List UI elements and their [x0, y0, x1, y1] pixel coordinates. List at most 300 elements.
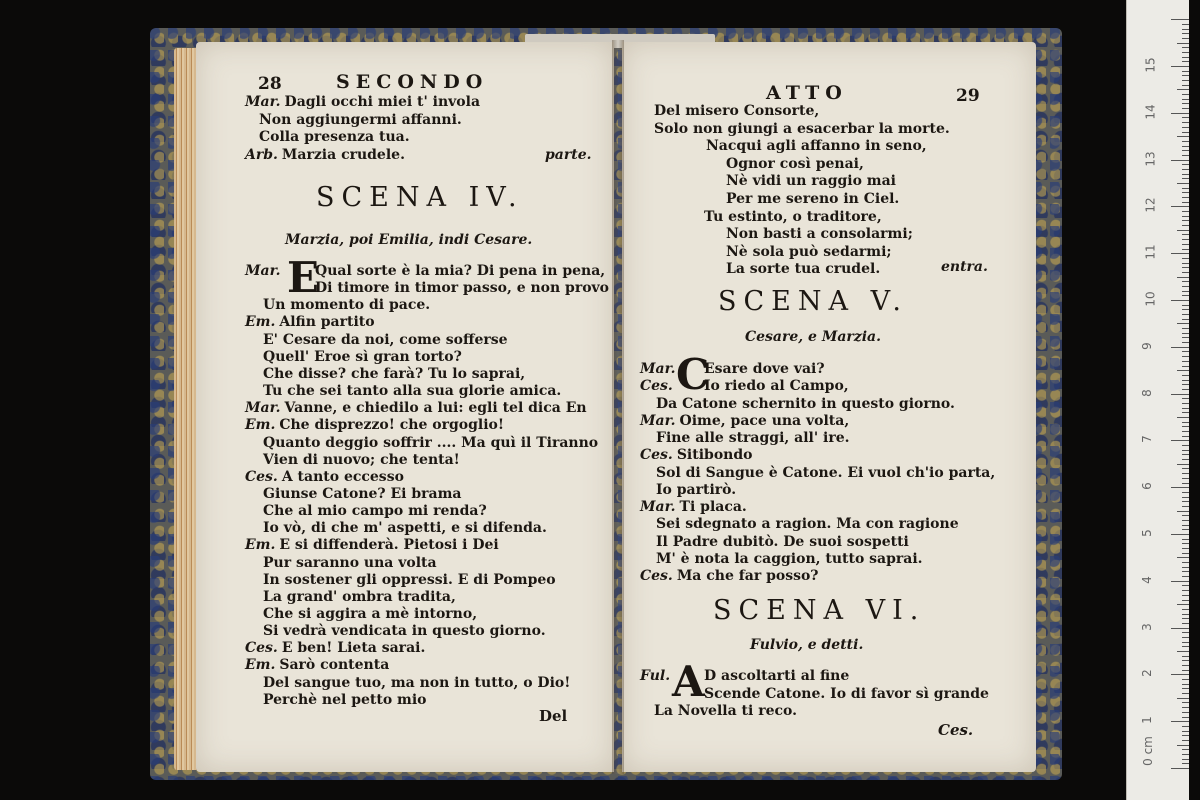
- ruler-tick: [1182, 366, 1189, 367]
- ruler-tick: [1182, 380, 1189, 381]
- ruler-label: 13: [1143, 150, 1158, 167]
- line-text: Sitibondo: [676, 447, 753, 464]
- speaker-label: Ces.: [640, 568, 673, 584]
- ruler-tick: [1182, 150, 1189, 151]
- speaker-label: Ces.: [245, 468, 278, 485]
- ruler-tick: [1182, 454, 1189, 455]
- ruler-tick: [1182, 202, 1189, 203]
- text-line: [245, 366, 525, 383]
- line-text: Nacqui agli affanno in seno,: [706, 138, 927, 155]
- text-line: [640, 413, 849, 430]
- ruler-tick: [1182, 319, 1189, 320]
- line-text: Ma che far posso?: [676, 568, 819, 584]
- text-line: [654, 138, 927, 155]
- text-line: [245, 640, 425, 657]
- ruler-tick: [1182, 688, 1189, 689]
- right-page-number: 29: [956, 86, 980, 106]
- ruler-tick: [1182, 553, 1189, 554]
- speaker-label: Em.: [245, 657, 276, 674]
- ruler-tick: [1182, 679, 1189, 680]
- ruler-tick: [1182, 497, 1189, 498]
- ruler-tick: [1177, 745, 1189, 746]
- line-text: E ben! Lieta sarai.: [281, 640, 426, 657]
- ruler-tick: [1182, 670, 1189, 671]
- ruler-tick: [1182, 216, 1189, 217]
- ruler-tick: [1171, 487, 1189, 488]
- ruler-tick: [1182, 618, 1189, 619]
- line-text: Giunse Catone? Ei brama: [263, 485, 462, 502]
- line-text: La Novella ti reco.: [654, 703, 797, 719]
- ruler-label: 8: [1139, 388, 1154, 397]
- ruler-tick: [1182, 436, 1189, 437]
- text-line: [245, 657, 389, 674]
- ruler-label: 12: [1143, 197, 1158, 214]
- text-line: [654, 173, 896, 190]
- ruler-tick: [1182, 478, 1189, 479]
- ruler-tick: [1182, 515, 1189, 516]
- ruler-tick: [1177, 651, 1189, 652]
- ruler-tick: [1177, 323, 1189, 324]
- speaker-label: Mar.: [245, 94, 281, 110]
- ruler-tick: [1182, 178, 1189, 179]
- line-text: Perchè nel petto mio: [263, 691, 427, 708]
- right-exit-word: entra.: [941, 259, 988, 275]
- text-line: [640, 516, 959, 533]
- ruler-tick: [1182, 422, 1189, 423]
- ruler-tick: [1182, 258, 1189, 259]
- speaker-label: Mar.: [640, 361, 676, 377]
- right-running-header: ATTO: [766, 82, 848, 104]
- ruler-tick: [1182, 529, 1189, 530]
- ruler-label: 11: [1143, 244, 1158, 260]
- text-line: [640, 534, 909, 551]
- page-edges: [174, 48, 198, 770]
- ruler-tick: [1182, 94, 1189, 95]
- line-text: Che al mio campo mi renda?: [263, 503, 487, 520]
- ruler-tick: [1182, 132, 1189, 133]
- line-text: Vien di nuovo; che tenta!: [263, 451, 460, 468]
- text-line: [245, 417, 504, 434]
- ruler-tick: [1182, 57, 1189, 58]
- ruler-tick: [1182, 188, 1189, 189]
- ruler-tick: [1182, 408, 1189, 409]
- ruler-label: 7: [1139, 435, 1154, 444]
- line-text: D ascoltarti al fine: [704, 668, 850, 684]
- line-text: Quell' Eroe sì gran torto?: [263, 348, 462, 365]
- ruler-tick: [1182, 309, 1189, 310]
- ruler-tick: [1182, 749, 1189, 750]
- ruler-tick: [1171, 674, 1189, 675]
- line-text: Dagli occhi miei t' invola: [284, 94, 481, 110]
- ruler-tick: [1171, 581, 1189, 582]
- ruler-tick: [1182, 726, 1189, 727]
- ruler-tick: [1182, 33, 1189, 34]
- ruler-tick: [1182, 108, 1189, 109]
- speaker-label: Em.: [245, 417, 276, 434]
- ruler-tick: [1182, 141, 1189, 142]
- scene-vi-title: SCENA VI.: [713, 595, 926, 626]
- ruler-tick: [1182, 351, 1189, 352]
- ruler-tick: [1182, 473, 1189, 474]
- line-text: Tu che sei tanto alla sua glorie amica.: [263, 383, 562, 400]
- line-text: Tu estinto, o traditore,: [704, 208, 882, 225]
- line-text: Pur saranno una volta: [263, 554, 437, 571]
- speaker-label: Em.: [245, 537, 276, 554]
- scene-v-dropcap: C: [676, 350, 710, 399]
- text-line: [245, 383, 561, 400]
- line-text: Sarò contenta: [279, 657, 390, 674]
- text-line: [654, 209, 882, 226]
- ruler-tick: [1182, 450, 1189, 451]
- text-line: [245, 349, 462, 366]
- text-line: [640, 668, 850, 685]
- left-page-number: 28: [258, 74, 282, 94]
- ruler-tick: [1182, 146, 1189, 147]
- speaker-label: Ces.: [640, 378, 673, 395]
- ruler-tick: [1171, 206, 1189, 207]
- ruler-tick: [1182, 468, 1189, 469]
- text-line: [245, 589, 456, 606]
- ruler-tick: [1182, 646, 1189, 647]
- ruler-tick: [1182, 155, 1189, 156]
- text-line: [640, 482, 736, 499]
- ruler-tick: [1182, 192, 1189, 193]
- ruler-tick: [1182, 403, 1189, 404]
- line-text: Non aggiungermi affanni.: [259, 111, 462, 128]
- ruler-tick: [1182, 117, 1189, 118]
- text-line: [245, 555, 437, 572]
- ruler-tick: [1182, 562, 1189, 563]
- line-text: In sostener gli oppressi. E di Pompeo: [263, 571, 556, 588]
- ruler-tick: [1177, 183, 1189, 184]
- ruler-tick: [1182, 431, 1189, 432]
- ruler-tick: [1182, 548, 1189, 549]
- ruler-tick: [1171, 347, 1189, 348]
- text-line: [245, 332, 508, 349]
- ruler-tick: [1182, 234, 1189, 235]
- text-line: [640, 378, 849, 395]
- line-text: Che si aggira a mè intorno,: [263, 606, 478, 622]
- line-text: Si vedrà vendicata in questo giorno.: [263, 623, 546, 640]
- text-line: [245, 112, 462, 129]
- ruler-tick: [1182, 660, 1189, 661]
- line-text: Che disprezzo! che orgoglio!: [279, 417, 505, 434]
- speaker-label: Mar.: [245, 263, 281, 279]
- measurement-ruler: [1126, 0, 1189, 800]
- ruler-tick: [1182, 239, 1189, 240]
- ruler-tick: [1177, 43, 1189, 44]
- ruler-tick: [1182, 47, 1189, 48]
- ruler-tick: [1182, 483, 1189, 484]
- left-running-header: SECONDO: [336, 71, 489, 93]
- ruler-tick: [1182, 717, 1189, 718]
- ruler-tick: [1182, 267, 1189, 268]
- line-text: Quanto deggio soffrir .... Ma quì il Tiranno: [263, 434, 599, 451]
- ruler-tick: [1182, 225, 1189, 226]
- scene-iv-title: SCENA IV.: [316, 182, 524, 213]
- line-text: Nè vidi un raggio mai: [726, 173, 897, 190]
- ruler-tick: [1182, 249, 1189, 250]
- ruler-tick: [1177, 277, 1189, 278]
- speaker-label: Ces.: [640, 447, 673, 464]
- ruler-tick: [1182, 24, 1189, 25]
- line-text: Io riedo al Campo,: [704, 378, 849, 395]
- ruler-tick: [1182, 389, 1189, 390]
- left-exit-word: parte.: [545, 147, 592, 163]
- ruler-tick: [1182, 295, 1189, 296]
- text-line: [245, 435, 598, 452]
- ruler-label: 1: [1139, 716, 1154, 725]
- text-line: [245, 147, 405, 164]
- ruler-tick: [1171, 160, 1189, 161]
- line-text: Per me sereno in Ciel.: [726, 191, 900, 207]
- ruler-tick: [1171, 534, 1189, 535]
- line-text: Di timore in timor passo, e non provo: [315, 280, 610, 297]
- ruler-tick: [1171, 768, 1189, 769]
- text-line: [245, 623, 546, 640]
- ruler-tick: [1182, 122, 1189, 123]
- ruler-tick: [1177, 604, 1189, 605]
- ruler-tick: [1182, 197, 1189, 198]
- scene-v-characters: Cesare, e Marzia.: [745, 329, 881, 345]
- ruler-tick: [1182, 600, 1189, 601]
- ruler-tick: [1177, 230, 1189, 231]
- ruler-tick: [1182, 333, 1189, 334]
- ruler-tick: [1182, 80, 1189, 81]
- ruler-tick: [1182, 740, 1189, 741]
- speaker-label: Ces.: [245, 640, 278, 657]
- ruler-tick: [1182, 459, 1189, 460]
- scene-vi-dropcap: A: [672, 657, 705, 706]
- ruler-tick: [1182, 590, 1189, 591]
- ruler-tick: [1182, 211, 1189, 212]
- ruler-tick: [1182, 75, 1189, 76]
- ruler-tick: [1182, 220, 1189, 221]
- line-text: Non basti a consolarmi;: [726, 226, 913, 243]
- ruler-tick: [1182, 656, 1189, 657]
- ruler-tick: [1182, 71, 1189, 72]
- text-line: [654, 226, 913, 243]
- ruler-tick: [1171, 300, 1189, 301]
- line-text: Ti placa.: [679, 499, 747, 515]
- ruler-label: 6: [1139, 482, 1154, 491]
- ruler-tick: [1182, 763, 1189, 764]
- ruler-tick: [1182, 356, 1189, 357]
- ruler-label: 2: [1139, 669, 1154, 678]
- line-text: Del sangue tuo, ma non in tutto, o Dio!: [263, 674, 571, 691]
- line-text: E si diffenderà. Pietosi i Dei: [279, 537, 499, 554]
- line-text: Marzia crudele.: [281, 146, 405, 163]
- line-text: Fine alle straggi, all' ire.: [656, 430, 850, 446]
- ruler-tick: [1182, 29, 1189, 30]
- text-line: [245, 486, 461, 503]
- book-gutter: [612, 40, 624, 774]
- text-line: [640, 703, 797, 720]
- text-line: [640, 551, 923, 568]
- ruler-label: 10: [1143, 291, 1158, 307]
- ruler-tick: [1182, 164, 1189, 165]
- speaker-label: Mar.: [245, 400, 281, 417]
- ruler-tick: [1182, 712, 1189, 713]
- ruler-tick: [1182, 637, 1189, 638]
- line-text: Qual sorte è la mia? Di pena in pena,: [315, 263, 606, 279]
- ruler-tick: [1182, 609, 1189, 610]
- line-text: Io vò, di che m' aspetti, e si difenda.: [263, 520, 547, 537]
- scene-iv-dropcap: E: [287, 253, 320, 302]
- ruler-tick: [1182, 492, 1189, 493]
- ruler-tick: [1182, 169, 1189, 170]
- ruler-tick: [1182, 702, 1189, 703]
- left-catchword: Del: [539, 707, 568, 725]
- line-text: Il Padre dubitò. De suoi sospetti: [656, 533, 909, 550]
- ruler-tick: [1182, 754, 1189, 755]
- line-text: Ognor così penai,: [726, 155, 864, 172]
- ruler-tick: [1177, 370, 1189, 371]
- line-text: Oime, pace una volta,: [679, 412, 850, 429]
- text-line: [245, 297, 430, 314]
- ruler-tick: [1182, 539, 1189, 540]
- text-line: [245, 452, 460, 469]
- text-line: [640, 396, 955, 413]
- ruler-tick: [1177, 698, 1189, 699]
- line-text: Colla presenza tua.: [259, 129, 410, 146]
- ruler-tick: [1177, 89, 1189, 90]
- ruler-tick: [1182, 286, 1189, 287]
- line-text: Sol di Sangue è Catone. Ei vuol ch'io parta,: [656, 464, 996, 481]
- ruler-tick: [1182, 384, 1189, 385]
- ruler-tick: [1177, 417, 1189, 418]
- speaker-label: Mar.: [640, 499, 676, 515]
- ruler-tick: [1171, 440, 1189, 441]
- ruler-tick: [1182, 103, 1189, 104]
- text-line: [245, 314, 375, 331]
- speaker-label: Arb.: [245, 146, 278, 163]
- ruler-tick: [1182, 272, 1189, 273]
- ruler-label: 4: [1139, 575, 1154, 584]
- ruler-tick: [1171, 113, 1189, 114]
- ruler-tick: [1182, 501, 1189, 502]
- scene-iv-characters: Marzia, poi Emilia, indi Cesare.: [285, 232, 533, 248]
- line-text: Scende Catone. Io di favor sì grande: [704, 685, 989, 702]
- ruler-tick: [1182, 244, 1189, 245]
- line-text: Alfin partito: [279, 314, 375, 331]
- ruler-tick: [1182, 595, 1189, 596]
- line-text: Io partirò.: [656, 481, 737, 498]
- ruler-tick: [1182, 52, 1189, 53]
- ruler-tick: [1182, 38, 1189, 39]
- line-text: M' è nota la caggion, tutto saprai.: [656, 550, 923, 567]
- ruler-tick: [1182, 305, 1189, 306]
- text-line: [640, 568, 819, 585]
- ruler-tick: [1182, 361, 1189, 362]
- text-line: [640, 361, 825, 378]
- line-text: Esare dove vai?: [704, 361, 825, 377]
- ruler-tick: [1182, 445, 1189, 446]
- line-text: La sorte tua crudel.: [726, 261, 881, 278]
- ruler-tick: [1171, 628, 1189, 629]
- text-line: [245, 537, 499, 554]
- ruler-tick: [1177, 136, 1189, 137]
- speaker-label: Ful.: [640, 668, 671, 684]
- ruler-tick: [1182, 127, 1189, 128]
- text-line: [245, 400, 587, 417]
- speaker-label: Mar.: [640, 412, 676, 429]
- text-line: [654, 244, 892, 261]
- text-line: [640, 447, 752, 464]
- ruler-tick: [1182, 543, 1189, 544]
- text-line: [654, 261, 880, 278]
- text-line: [245, 572, 556, 589]
- ruler-tick: [1182, 571, 1189, 572]
- ruler-tick: [1182, 576, 1189, 577]
- text-line: [654, 191, 899, 208]
- text-line: [245, 520, 547, 537]
- ruler-tick: [1182, 174, 1189, 175]
- speaker-label: Em.: [245, 314, 276, 331]
- text-line: [245, 94, 480, 111]
- ruler-tick: [1182, 85, 1189, 86]
- line-text: Sei sdegnato a ragion. Ma con ragione: [656, 516, 959, 533]
- text-line: [245, 692, 427, 709]
- ruler-tick: [1182, 632, 1189, 633]
- text-line: [245, 129, 410, 146]
- ruler-tick: [1182, 61, 1189, 62]
- ruler-tick: [1182, 731, 1189, 732]
- ruler-tick: [1171, 66, 1189, 67]
- text-line: [245, 503, 487, 520]
- line-text: Da Catone schernito in questo giorno.: [656, 395, 955, 412]
- ruler-tick: [1171, 721, 1189, 722]
- text-line: [654, 121, 950, 138]
- ruler-tick: [1182, 642, 1189, 643]
- ruler-tick: [1171, 253, 1189, 254]
- ruler-tick: [1182, 506, 1189, 507]
- ruler-tick: [1182, 342, 1189, 343]
- ruler-tick: [1182, 99, 1189, 100]
- text-line: [245, 263, 606, 280]
- line-text: Solo non giungi a esacerbar la morte.: [654, 120, 950, 137]
- ruler-label: 9: [1139, 341, 1154, 350]
- text-line: [640, 430, 850, 447]
- ruler-tick: [1182, 375, 1189, 376]
- text-line: [245, 606, 477, 623]
- right-catchword: Ces.: [938, 721, 974, 739]
- line-text: Nè sola può sedarmi;: [726, 243, 892, 260]
- ruler-tick: [1182, 426, 1189, 427]
- text-line: [245, 675, 570, 692]
- line-text: Del misero Consorte,: [654, 103, 820, 119]
- ruler-tick: [1171, 394, 1189, 395]
- line-text: Che disse? che farà? Tu lo saprai,: [263, 365, 526, 382]
- ruler-label: 5: [1139, 529, 1154, 537]
- ruler-tick: [1182, 693, 1189, 694]
- ruler-tick: [1177, 511, 1189, 512]
- ruler-tick: [1182, 291, 1189, 292]
- ruler-tick: [1182, 281, 1189, 282]
- ruler-tick: [1177, 464, 1189, 465]
- line-text: La grand' ombra tradita,: [263, 588, 456, 605]
- ruler-tick: [1182, 337, 1189, 338]
- ruler-tick: [1182, 412, 1189, 413]
- ruler-label: 0 cm: [1140, 736, 1155, 766]
- scene-v-title: SCENA V.: [718, 286, 908, 317]
- ruler-label: 3: [1139, 622, 1154, 631]
- line-text: Vanne, e chiedilo a lui: egli tel dica En: [284, 400, 587, 417]
- ruler-tick: [1182, 759, 1189, 760]
- ruler-tick: [1182, 525, 1189, 526]
- scene-vi-characters: Fulvio, e detti.: [750, 637, 864, 653]
- ruler-tick: [1182, 735, 1189, 736]
